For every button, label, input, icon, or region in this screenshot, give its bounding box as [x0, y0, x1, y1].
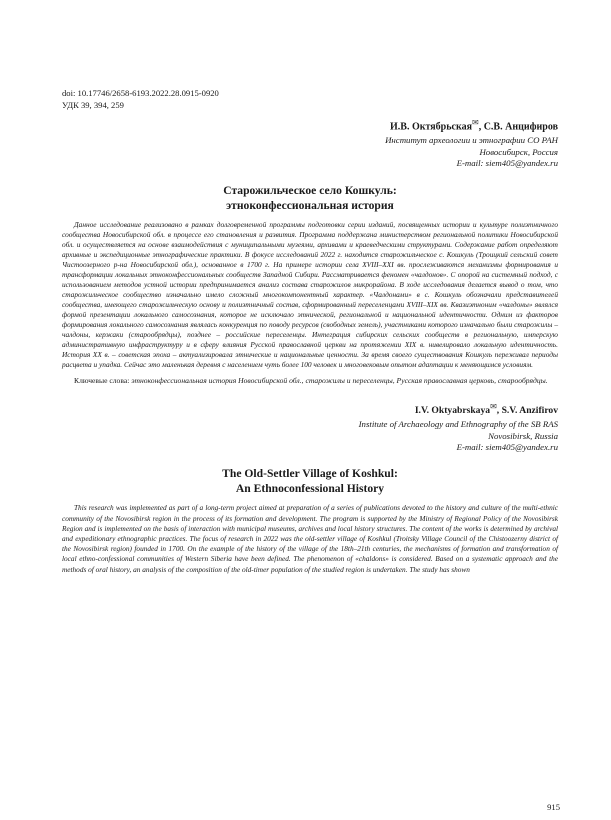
authors-en: [62, 400, 558, 417]
abstract-ru: Данное исследование реализовано в рамках долговременной программы подготовки серии изданий, посвященных истории и культуре полиэтничного сообщества Новосибирской обл. в процессе его становления и развития. Программа поддержана министерством региональной политики Новосибирской обл. и осуществляется на основе взаимодействия с муниципальными музеями, архивами и краеведческими структурами. Содержание работ определяют архивные и экспедиционные этнографические практики. В фокусе исследований 2022 г. находится старожильческое с. Кошкуль (Троицкий сельский совет Чистоозерного р-на Новосибирской обл.), основанное в 1700 г. На примере истории села XVIII–XXI вв. прослеживаются механизмы формирования и трансформации локальных этноконфессиональных сообществ Западной Сибири. Рассматривается феномен «чалдонов». С опорой на системный подход, с использованием методов устной истории предпринимается анализ состава старожилов микрорайона. В ходе исследования делается вывод о том, что старожильческое сообщество изначально имело сложный многокомпонентный характер. «Чалдонами» в с. Кошкуль обозначали представителей сообщества, имеющего старожильческую основу и полиэтничный состав, сформированный переселенцами XVIII–XIX вв. Квазиэтноним «чалдоны» являлся формой презентации локального самосознания, которое не исключало этнической, региональной и национальной идентичности. Одним из факторов формирования локального самосознания являлась конкуренция по поводу ресурсов (свободных земель), участниками которого изначально были старожилы – чалдоны, кержаки (старообрядцы), позднее – российские переселенцы. Интеграция сибирских сельских сообществ в региональную, имперскую административную инфраструктуру и в сферу влияния Русской православной церкви на протяжении XIX в. нивелировало локальную идентичность. История XX в. – советская эпоха – актуализировала этнические и национальные ценности. За время своего существования Кошкуль переживал периоды расцвета и упадка. Сейчас это маленькая деревня с населением чуть более 100 человек и многовековым опытом адаптации к меняющимся условиям.: [62, 220, 558, 370]
affiliation-en: [62, 419, 558, 453]
abstract-en: This research was implemented as part of a long-term project aimed at preparation of a series of publications devoted to the history and culture of the multi-ethnic community of the Novosibirsk region in the process of its formation and development. The program is supported by the Ministry of Regional Policy of the Novosibirsk Region and is implemented on the basis of interaction with municipal museums, archives and local history structures. The content of the works is determined by archival and expeditionary ethnographic practices. The focus of research in 2022 was the old-settler village of Koshkul (Troitsky Village Council of the Chistoozerny district of the Novosibirsk region) founded in 1700. On the example of the history of the village of the 18th–21th centuries, the mechanisms of formation and transformation of local ethno-confessional communities of Western Siberia have been defined. The phenomenon of «chaldons» is considered. Based on a systematic approach and the methods of oral history, an analysis of the composition of the old-timer population of the studied region is undertaken. The study has shown: [62, 503, 558, 574]
city-en: Novosibirsk, Russia: [488, 430, 558, 441]
author-2-ru: С.В. Анцифиров: [483, 121, 558, 133]
title-ru: [62, 183, 558, 213]
author-separator: ,: [478, 121, 484, 133]
email-ru[interactable]: E-mail: siem405@yandex.ru: [456, 157, 558, 168]
page-number: 915: [547, 802, 560, 812]
title-en-line-2: An Ethnoconfessional History: [235, 482, 385, 496]
article-meta: [62, 88, 558, 111]
title-ru-line-1: Старожильческое село Кошкуль:: [223, 184, 397, 198]
udk: УДК 39, 394, 259: [62, 99, 124, 110]
authors-ru: [62, 116, 558, 133]
title-ru-line-2: этноконфессиональная история: [226, 199, 394, 213]
affiliation-ru: [62, 135, 558, 169]
author-2-en: S.V. Anzifirov: [501, 405, 558, 417]
keywords-ru: [62, 376, 558, 386]
email-en[interactable]: E-mail: siem405@yandex.ru: [456, 442, 558, 452]
keywords-label: Ключевые слова:: [74, 376, 132, 386]
title-en: [62, 466, 558, 496]
author-1-en: I.V. Oktyabrskaya: [414, 405, 491, 417]
institute-ru: Институт археологии и этнографии СО РАН: [385, 135, 558, 146]
keywords-list: этноконфессиональная история Новосибирской обл., старожилы и переселенцы, Русская православная церковь, старообрядцы.: [131, 376, 548, 386]
institute-en: Institute of Archaeology and Ethnography of the SB RAS: [358, 419, 558, 430]
city-ru: Новосибирск, Россия: [479, 146, 558, 157]
author-separator: ,: [496, 405, 502, 417]
envelope-icon: ✉: [490, 402, 497, 412]
doi[interactable]: doi: 10.17746/2658-6193.2022.28.0915-0920: [62, 88, 219, 98]
title-en-line-1: The Old-Settler Village of Koshkul:: [222, 467, 398, 481]
envelope-icon: ✉: [472, 118, 479, 127]
article-page: [62, 88, 558, 575]
author-1-ru: И.В. Октябрьская: [390, 121, 472, 133]
